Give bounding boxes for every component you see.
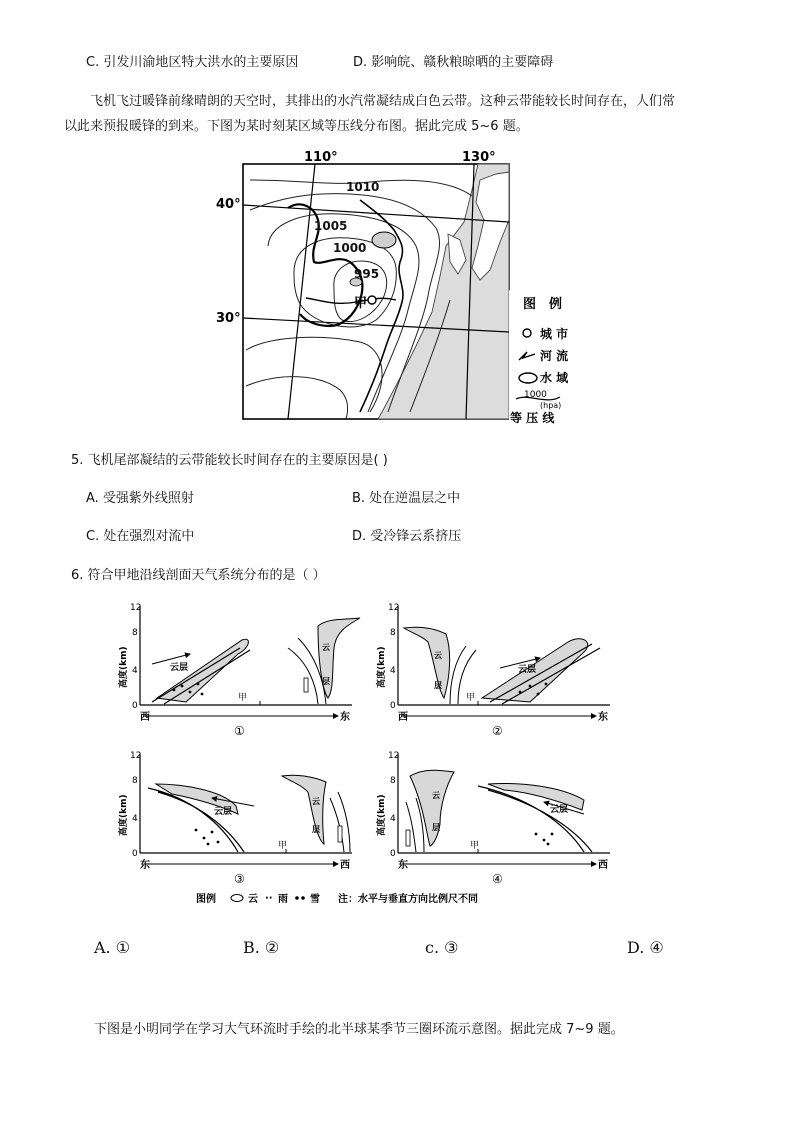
p4-ytick-12: 12 [388,751,400,761]
svg-text:云: 云 [434,651,442,660]
p1-ytick-8: 8 [132,628,138,638]
legend-isobar-value: 1000 [524,390,547,400]
p3-ylabel: 高度(km) [119,794,129,836]
isobar-label-1005: 1005 [314,219,348,233]
legend-water-icon [519,373,537,383]
p2-ytick-12: 12 [388,603,400,613]
p3-ytick-12: 12 [130,751,142,761]
q5-option-b[interactable]: B. 处在逆温层之中 [352,491,461,506]
p4-city: 甲 [470,841,480,851]
svg-text:云: 云 [322,643,330,652]
legend-river: 河 流 [540,349,569,363]
p2-left-dir: 西 [398,712,408,723]
section-legend [196,892,478,905]
p4-left-dir: 东 [398,860,408,871]
p4-cloud-label: 云层 [550,805,569,815]
legend-water: 水 域 [540,371,569,385]
svg-text:层: 层 [322,677,330,686]
p2-city: 甲 [466,693,476,703]
q6-option-a[interactable]: A. ① [94,938,131,957]
section-legend-snow: 雪 [310,894,320,905]
isobar-label-1000: 1000 [333,241,367,255]
p3-ytick-0: 0 [132,849,138,859]
q5-stem: 5. 飞机尾部凝结的云带能较长时间存在的主要原因是( ) [71,453,388,468]
legend-title: 图 例 [523,297,563,312]
p2-cloud-label: 云层 [518,665,537,675]
p4-ylabel: 高度(km) [377,794,387,836]
q5-option-a[interactable]: A. 受强紫外线照射 [86,491,194,506]
q5-option-c[interactable]: C. 处在强烈对流中 [86,529,195,544]
p3-number: ③ [234,872,245,886]
p4-ytick-8: 8 [390,776,396,786]
p4-number: ④ [492,872,503,886]
intro-line-1: 飞机飞过暖锋前缘晴朗的天空时，其排出的水汽常凝结成白色云带。这种云带能较长时间存在，人们常 [90,94,676,109]
legend-city: 城 市 [540,327,569,341]
p1-city: 甲 [238,693,248,703]
q5-option-d[interactable]: D. 受冷锋云系挤压 [352,529,462,544]
p2-ytick-8: 8 [390,628,396,638]
p1-cloud-label: 云层 [170,663,189,673]
lat-label-30: 30° [216,311,241,326]
section-legend-rain: 雨 [278,894,288,905]
q6-option-d[interactable]: D. ④ [627,938,664,957]
p1-ytick-4: 4 [132,666,138,676]
p1-ylabel: 高度(km) [119,646,129,688]
svg-text:云: 云 [312,797,320,806]
panel-3 [117,751,352,886]
legend-snow-icon [295,896,305,900]
p1-right-dir: 东 [340,712,350,723]
option-d-top: D. 影响皖、赣秋粮晾晒的主要障碍 [353,55,554,70]
svg-text:层: 层 [432,823,440,832]
q6-option-b[interactable]: B. ② [243,938,280,957]
p4-ytick-4: 4 [390,814,396,824]
p3-ytick-8: 8 [132,776,138,786]
p2-ylabel: 高度(km) [377,646,387,688]
p1-number: ① [234,724,245,738]
isobar-label-1010: 1010 [346,180,380,194]
q6-stem: 6. 符合甲地沿线剖面天气系统分布的是（ ） [71,568,326,583]
section-legend-note: 注：水平与垂直方向比例尺不同 [338,894,478,905]
p3-cloud-label: 云层 [214,807,233,817]
p2-ytick-0: 0 [390,701,396,711]
legend-cloud-icon [231,895,243,902]
panel-1 [117,603,360,738]
section-legend-cloud: 云 [248,894,258,905]
p2-right-dir: 东 [598,712,608,723]
p2-number: ② [492,724,503,738]
legend-isobar: 等 压 线 [510,411,555,425]
lat-label-40: 40° [216,197,241,212]
p1-ytick-0: 0 [132,701,138,711]
p3-left-dir: 东 [140,860,150,871]
p1-left-dir: 西 [140,712,150,723]
lon-label-110: 110° [304,150,338,165]
p3-city: 甲 [278,841,288,851]
weather-section-figure [112,598,612,910]
section-legend-title: 图例 [196,894,216,905]
p3-right-dir: 西 [340,860,350,871]
city-label: 甲 [354,296,368,311]
p1-ytick-12: 12 [130,603,142,613]
option-c-top: C. 引发川渝地区特大洪水的主要原因 [86,55,299,70]
intro-line-2: 以此来预报暖锋的到来。下图为某时刻某区域等压线分布图。据此完成 5~6 题。 [64,119,529,134]
isobar-map [210,150,585,430]
svg-text:层: 层 [312,825,320,834]
panel-2 [375,603,610,738]
water-body-1 [372,232,396,248]
legend-isobar-unit: (hpa) [540,401,562,410]
panel-4 [375,751,610,886]
q6-option-c[interactable]: c. ③ [425,938,459,957]
p3-ytick-4: 4 [132,814,138,824]
lon-label-130: 130° [462,150,496,165]
legend-city-icon [523,329,531,337]
p2-ytick-4: 4 [390,666,396,676]
isobar-label-995: 995 [354,267,380,281]
legend-rain-icon: ·· [265,893,273,904]
svg-text:云: 云 [432,791,440,800]
p4-right-dir: 西 [598,860,608,871]
p4-ytick-0: 0 [390,849,396,859]
svg-text:层: 层 [434,681,442,690]
city-marker [368,296,376,304]
next-intro: 下图是小明同学在学习大气环流时手绘的北半球某季节三圈环流示意图。据此完成 7~9 题。 [94,1022,624,1037]
